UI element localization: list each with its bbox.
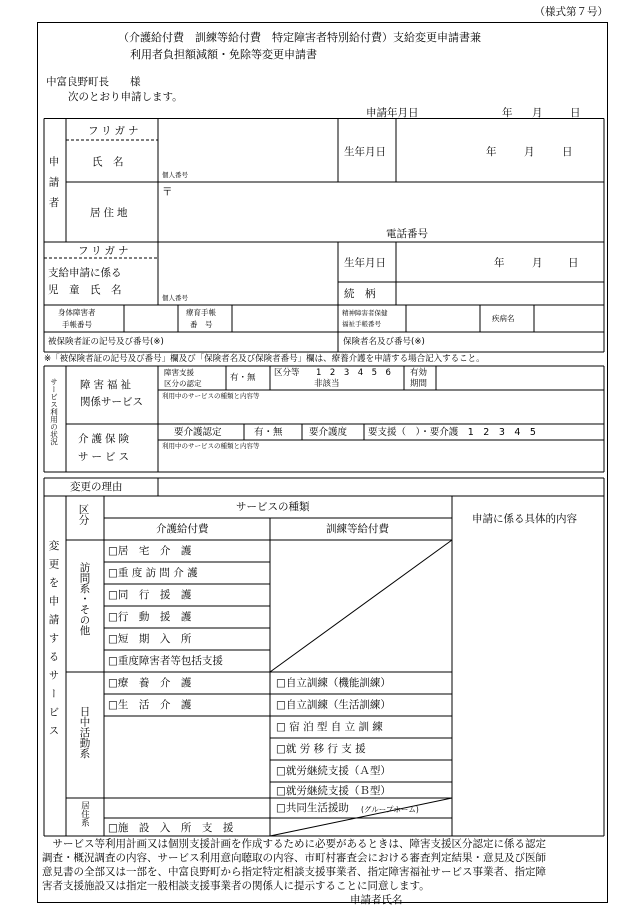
details-label: 申請に係る具体的内容: [472, 513, 577, 525]
child-label-line2: 児 童 氏 名: [48, 284, 122, 296]
reason-input[interactable]: [162, 480, 598, 494]
form-title-line1: （介護給付費 訓練等給付費 特定障害者特別給付費）支給変更申請書兼: [118, 31, 481, 44]
valid-period-label-1: 有効: [410, 368, 428, 378]
welfare-current-services-label: 利用中のサービスの種類と内容等: [162, 392, 260, 400]
usage-section-label: サービス利用の状況: [49, 378, 59, 446]
child-birth-day: 日: [568, 257, 579, 269]
signature-label: 申請者氏名: [350, 894, 403, 906]
applicant-name-input[interactable]: [162, 144, 332, 168]
support-levels: 1 2 3 4 5 6: [316, 368, 391, 378]
child-label-line1: 支給申請に係る: [48, 267, 122, 279]
rehab-handbook-label-1: 療育手帳: [186, 308, 216, 317]
day-care-item-1[interactable]: □生 活 介 護: [108, 699, 192, 711]
disease-label: 疾病名: [492, 314, 515, 323]
care-current-services-label: 利用中のサービスの種類と内容等: [162, 442, 260, 450]
application-date-label: 申請年月日: [366, 107, 419, 119]
applicant-birthdate-label: 生年月日: [344, 146, 386, 158]
addressee: 中富良野町長 様: [46, 76, 141, 88]
visit-group-label: 訪問系・その他: [78, 562, 91, 636]
physical-handbook-label-2: 手帳番号: [62, 320, 92, 329]
visit-item-5[interactable]: □重度障害者等包括支援: [108, 655, 223, 667]
support-cert-label-2: 区分の認定: [164, 379, 202, 388]
consent-line-2: 調査・概況調査の内容、サービス利用意向聴取の内容、市町村審査会における審査判定結果・意見及び医師: [42, 852, 546, 864]
support-level-label: 区分等: [274, 368, 300, 378]
care-degree-label: 要介護度: [309, 427, 348, 438]
day-care-item-0[interactable]: □療 養 介 護: [108, 677, 192, 689]
visit-item-4[interactable]: □短 期 入 所: [108, 633, 192, 645]
valid-period-label-2: 期間: [410, 379, 428, 389]
day-group-label: 日中活動系: [78, 706, 91, 759]
applicant-individual-number-label: 個人番号: [162, 171, 188, 179]
visit-item-1[interactable]: □重 度 訪 問 介 護: [108, 567, 198, 579]
child-birth-month: 月: [532, 257, 543, 269]
welfare-service-label-2: 関係サービス: [80, 396, 143, 408]
visit-item-2[interactable]: □同 行 援 護: [108, 589, 192, 601]
intro-text: 次のとおり申請します。: [68, 91, 183, 103]
applicant-section-label: 申請者: [47, 156, 60, 218]
mental-handbook-label-2: 福祉手帳番号: [342, 320, 381, 328]
applicant-furigana-label: フリガナ: [88, 125, 142, 137]
training-benefits-label: 訓練等給付費: [326, 523, 389, 535]
group-home-note: (グループホーム): [361, 805, 419, 814]
insurer-label: 保険者名及び番号(※): [343, 337, 425, 347]
care-yes-no: 有・無: [254, 427, 283, 438]
category-label: 区分: [77, 504, 90, 525]
application-month: 月: [532, 107, 543, 119]
training-item-4[interactable]: □就労継続支援（Ａ型）: [276, 765, 391, 777]
residence-care-item[interactable]: □施 設 入 所 支 援: [108, 822, 234, 834]
physical-handbook-label-1: 身体障害者: [58, 308, 96, 317]
applicant-birth-year: 年: [486, 146, 497, 158]
consent-line-3: 意見書の全部又は一部を、中富良野町から指定特定相談支援事業者、指定障害福祉サービス事業者、指定障: [42, 866, 546, 878]
child-birth-year: 年: [494, 257, 505, 269]
support-not-applicable: 非該当: [314, 379, 340, 389]
care-benefits-label: 介護給付費: [156, 523, 209, 535]
care-insurance-label-2: サービス: [78, 451, 132, 463]
visit-item-3[interactable]: □行 動 援 護: [108, 611, 192, 623]
training-item-6[interactable]: □共同生活援助: [276, 802, 349, 814]
consent-line-4: 害者支援施設又は指定一般相談支援事業者の関係人に提示することに同意します。: [42, 880, 430, 892]
form-number: （様式第７号）: [534, 6, 608, 18]
training-item-0[interactable]: □自立訓練（機能訓練）: [276, 677, 391, 689]
training-item-1[interactable]: □自立訓練（生活訓練）: [276, 699, 391, 711]
applicant-name-label: 氏 名: [92, 156, 124, 168]
child-furigana-label: フリガナ: [78, 245, 132, 257]
child-individual-number-label: 個人番号: [162, 294, 188, 302]
applicant-phone-label: 電話番号: [386, 228, 428, 240]
change-section-label: 変更を申請するサービス: [47, 540, 60, 744]
postal-mark: 〒: [162, 186, 173, 198]
care-level-options: 要支援（ ）・要介護 1 2 3 4 5: [368, 427, 536, 438]
applicant-birth-month: 月: [524, 146, 535, 158]
applicant-birth-day: 日: [562, 146, 573, 158]
child-relation-label: 続 柄: [344, 288, 376, 300]
visit-item-0[interactable]: □居 宅 介 護: [108, 545, 192, 557]
training-item-2[interactable]: □ 宿 泊 型 自 立 訓 練: [276, 721, 383, 733]
child-birthdate-label: 生年月日: [344, 257, 386, 269]
support-cert-label-1: 障害支援: [164, 368, 194, 377]
residence-group-label: 居住系: [79, 801, 90, 827]
training-item-5[interactable]: □就労継続支援（Ｂ型）: [276, 785, 391, 797]
insured-number-label: 被保険者証の記号及び番号(※): [48, 337, 164, 347]
applicant-furigana-input[interactable]: [162, 122, 332, 138]
care-cert-label: 要介護認定: [174, 427, 222, 438]
training-item-3[interactable]: □就 労 移 行 支 援: [276, 743, 366, 755]
service-types-label: サービスの種類: [236, 501, 310, 513]
insurance-note: ※「被保険者証の記号及び番号」欄及び「保険者名及び保険者番号」欄は、療養介護を申請する場合記入すること。: [44, 354, 485, 364]
care-insurance-label-1: 介護保険: [78, 433, 132, 445]
applicant-address-label: 居住地: [90, 207, 131, 219]
child-furigana-input[interactable]: [162, 245, 332, 257]
reason-label: 変更の理由: [70, 481, 123, 493]
child-name-input[interactable]: [162, 262, 332, 290]
support-yes-no: 有・無: [230, 373, 256, 383]
mental-handbook-label-1: 精神障害者保健: [342, 309, 388, 317]
rehab-handbook-label-2: 番 号: [190, 320, 213, 329]
application-day: 日: [570, 107, 581, 119]
application-year: 年: [502, 107, 513, 119]
consent-line-1: サービス等利用計画又は個別支援計画を作成するために必要があるときは、障害支援区分認定に係る認定: [42, 838, 546, 850]
applicant-address-input[interactable]: [176, 186, 596, 222]
form-title-line2: 利用者負担額減額・免除等変更申請書: [130, 48, 317, 61]
welfare-service-label-1: 障害福祉: [80, 379, 134, 391]
